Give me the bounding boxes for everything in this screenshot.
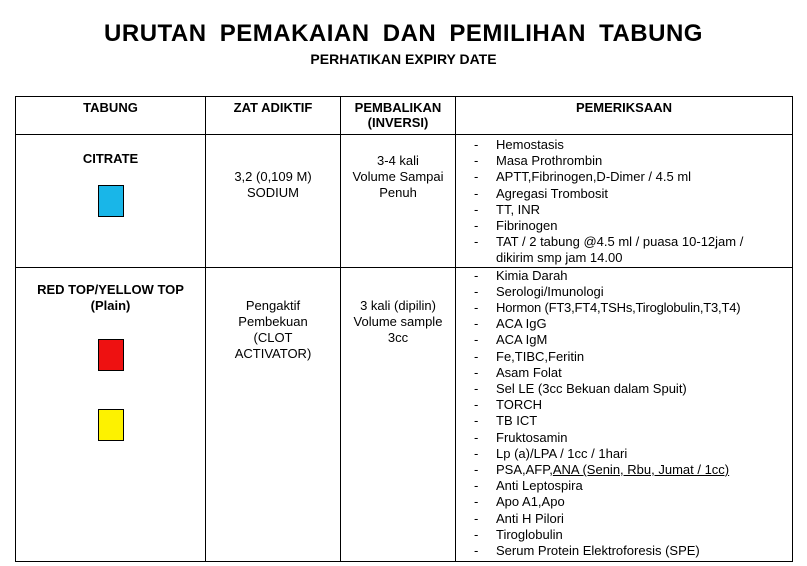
list-item: - Fe,TIBC,Feritin (456, 349, 792, 365)
list-item: - Fruktosamin (456, 430, 792, 446)
list-item: - Apo A1,Apo (456, 494, 792, 510)
list-item: - ACA IgG (456, 316, 792, 332)
list-item: - Fibrinogen (456, 218, 792, 234)
yellow-color-swatch (98, 409, 124, 441)
list-item: - Masa Prothrombin (456, 153, 792, 169)
header-pembalikan: PEMBALIKAN (INVERSI) (341, 97, 456, 135)
cell-pembalikan-red-yellow (341, 267, 456, 561)
header-pemeriksaan: PEMERIKSAAN (456, 97, 793, 135)
list-item: - Anti H Pilori (456, 511, 792, 527)
list-item: - APTT,Fibrinogen,D-Dimer / 4.5 ml (456, 169, 792, 185)
list-item: - Agregasi Trombosit (456, 186, 792, 202)
citrate-color-swatch (98, 185, 124, 217)
table-row-citrate (16, 135, 793, 268)
psa-underlined: ANA (Senin, Rbu, Jumat / 1cc) (552, 462, 730, 478)
page-subtitle: PERHATIKAN EXPIRY DATE (310, 51, 497, 67)
list-item: - Kimia Darah (456, 268, 792, 284)
exam-list-citrate (456, 137, 792, 267)
exam-list-red-yellow (456, 268, 792, 560)
header-zat-adiktif: ZAT ADIKTIF (206, 97, 341, 135)
cell-tabung-citrate (16, 135, 206, 268)
list-item: - Tiroglobulin (456, 527, 792, 543)
list-item: - TT, INR (456, 202, 792, 218)
list-item: - Serum Protein Elektroforesis (SPE) (456, 543, 792, 559)
list-item: - Hormon (FT3,FT4,TSHs,Tiroglobulin,T3,T4) (456, 300, 792, 316)
cell-pemeriksaan-citrate (456, 135, 793, 268)
tube-table (15, 96, 793, 562)
cell-pemeriksaan-red-yellow (456, 267, 793, 561)
header-tabung: TABUNG (16, 97, 206, 135)
list-item: - Asam Folat (456, 365, 792, 381)
list-item (456, 462, 792, 478)
zat-red-yellow: Pengaktif Pembekuan (CLOT ACTIVATOR) (234, 297, 312, 361)
list-item: - TB ICT (456, 413, 792, 429)
cell-zat-citrate (206, 135, 341, 268)
pembalikan-red-yellow: 3 kali (dipilin) Volume sample 3cc (353, 297, 443, 345)
list-item: - Hemostasis (456, 137, 792, 153)
cell-zat-red-yellow (206, 267, 341, 561)
table-header-row (16, 97, 793, 135)
psa-prefix: PSA,AFP, (496, 462, 553, 478)
list-item: - Anti Leptospira (456, 478, 792, 494)
list-item: - Lp (a)/LPA / 1cc / 1hari (456, 446, 792, 462)
cell-tabung-red-yellow (16, 267, 206, 561)
zat-citrate: 3,2 (0,109 M) SODIUM (234, 169, 312, 200)
cell-pembalikan-citrate (341, 135, 456, 268)
tube-name-red-yellow: RED TOP/YELLOW TOP (Plain) (37, 281, 184, 313)
table-row-red-yellow (16, 267, 793, 561)
list-item: - ACA IgM (456, 332, 792, 348)
pembalikan-citrate: 3-4 kali Volume Sampai Penuh (352, 153, 444, 200)
red-color-swatch (98, 339, 124, 371)
list-item: - TAT / 2 tabung @4.5 ml / puasa 10-12jam / dikirim smp jam 14.00 (456, 234, 792, 266)
page-title: URUTAN PEMAKAIAN DAN PEMILIHAN TABUNG (104, 20, 703, 47)
tube-name-citrate: CITRATE (82, 151, 139, 166)
list-item: - Serologi/Imunologi (456, 284, 792, 300)
list-item: - TORCH (456, 397, 792, 413)
list-item: - Sel LE (3cc Bekuan dalam Spuit) (456, 381, 792, 397)
